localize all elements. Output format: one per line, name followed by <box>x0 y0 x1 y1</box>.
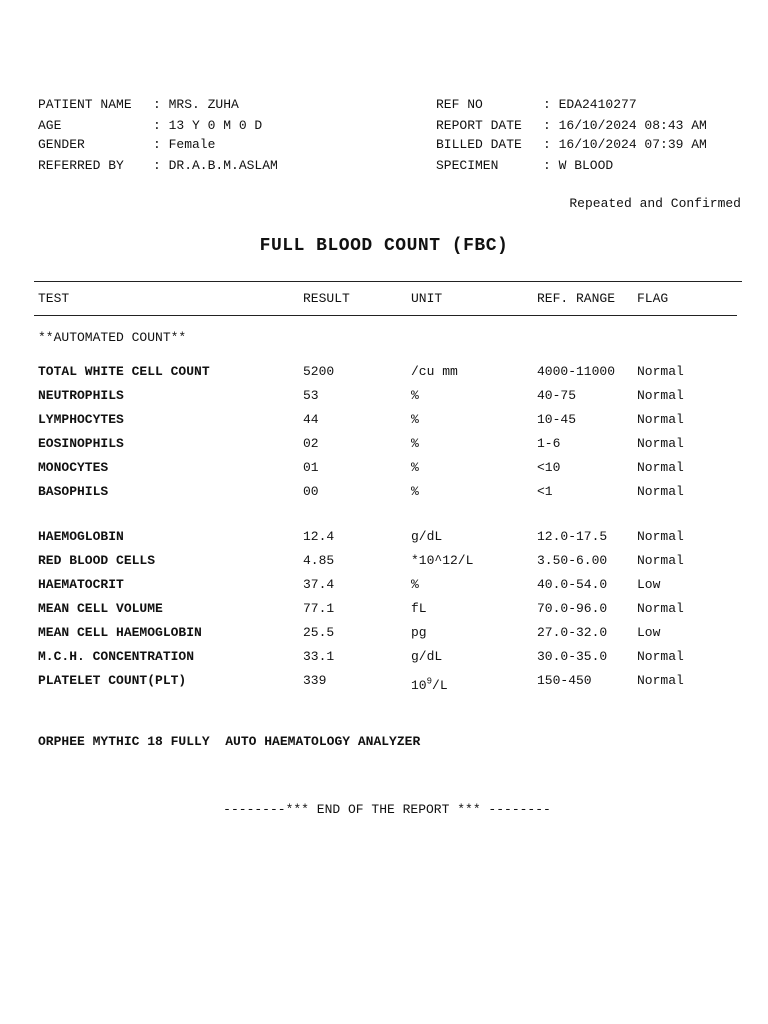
test-range: 40.0-54.0 <box>537 577 608 592</box>
table-row <box>0 575 768 595</box>
table-row <box>0 671 768 691</box>
section-label: **AUTOMATED COUNT** <box>38 330 187 345</box>
test-unit: % <box>411 460 419 475</box>
test-flag: Normal <box>637 529 684 544</box>
test-flag: Normal <box>637 460 684 475</box>
test-unit: % <box>411 484 419 499</box>
test-name: MEAN CELL VOLUME <box>38 601 163 616</box>
test-range: 1-6 <box>537 436 561 451</box>
test-unit <box>411 676 448 696</box>
test-range: 150-450 <box>537 673 592 688</box>
table-row <box>0 434 768 454</box>
billed-date-label: BILLED DATE <box>436 137 522 152</box>
test-name: M.C.H. CONCENTRATION <box>38 649 195 664</box>
test-flag: Normal <box>637 412 684 427</box>
test-name: BASOPHILS <box>38 484 109 499</box>
referred-by-label: REFERRED BY <box>38 158 124 173</box>
referred-by-value: : DR.A.B.M.ASLAM <box>153 158 278 173</box>
test-range: <10 <box>537 460 561 475</box>
test-name: PLATELET COUNT(PLT) <box>38 673 187 688</box>
test-range: 12.0-17.5 <box>537 529 608 544</box>
test-unit: pg <box>411 625 427 640</box>
test-unit: g/dL <box>411 529 443 544</box>
table-row <box>0 410 768 430</box>
repeated-note: Repeated and Confirmed <box>569 196 741 211</box>
test-unit: *10^12/L <box>411 553 474 568</box>
patient-name-value: : MRS. ZUHA <box>153 97 239 112</box>
unit-suffix: /L <box>432 678 448 693</box>
col-flag-header: FLAG <box>637 291 669 306</box>
test-range: 40-75 <box>537 388 577 403</box>
test-result: 00 <box>303 484 319 499</box>
gender-value: : Female <box>153 137 216 152</box>
top-rule <box>34 281 742 282</box>
test-result: 12.4 <box>303 529 335 544</box>
report-date-value: : 16/10/2024 08:43 AM <box>543 118 707 133</box>
test-result: 4.85 <box>303 553 335 568</box>
age-label: AGE <box>38 118 62 133</box>
test-name: MEAN CELL HAEMOGLOBIN <box>38 625 202 640</box>
ref-no-label: REF NO <box>436 97 483 112</box>
end-of-report: --------*** END OF THE REPORT *** -------- <box>223 802 551 817</box>
test-flag: Normal <box>637 364 684 379</box>
test-name: EOSINOPHILS <box>38 436 124 451</box>
billed-date-value: : 16/10/2024 07:39 AM <box>543 137 707 152</box>
test-name: NEUTROPHILS <box>38 388 124 403</box>
ref-no-value: : EDA2410277 <box>543 97 637 112</box>
test-name: TOTAL WHITE CELL COUNT <box>38 364 210 379</box>
test-name: RED BLOOD CELLS <box>38 553 156 568</box>
report-date-label: REPORT DATE <box>436 118 522 133</box>
test-flag: Normal <box>637 436 684 451</box>
age-value: : 13 Y 0 M 0 D <box>153 118 263 133</box>
test-result: 339 <box>303 673 327 688</box>
col-unit-header: UNIT <box>411 291 443 306</box>
test-range: 3.50-6.00 <box>537 553 608 568</box>
table-row <box>0 599 768 619</box>
unit-base: 10 <box>411 678 427 693</box>
specimen-value: : W BLOOD <box>543 158 614 173</box>
test-unit: % <box>411 577 419 592</box>
test-unit: /cu mm <box>411 364 458 379</box>
table-row <box>0 386 768 406</box>
test-flag: Low <box>637 625 661 640</box>
test-result: 5200 <box>303 364 335 379</box>
table-row <box>0 551 768 571</box>
table-row <box>0 647 768 667</box>
test-result: 37.4 <box>303 577 335 592</box>
test-flag: Normal <box>637 649 684 664</box>
test-result: 77.1 <box>303 601 335 616</box>
analyzer-note: ORPHEE MYTHIC 18 FULLY AUTO HAEMATOLOGY ANALYZER <box>38 734 421 749</box>
test-unit: fL <box>411 601 427 616</box>
test-flag: Normal <box>637 553 684 568</box>
report-title: FULL BLOOD COUNT (FBC) <box>259 236 509 256</box>
col-result-header: RESULT <box>303 291 350 306</box>
col-range-header: REF. RANGE <box>537 291 616 306</box>
test-name: HAEMATOCRIT <box>38 577 124 592</box>
test-result: 33.1 <box>303 649 335 664</box>
test-range: 10-45 <box>537 412 577 427</box>
test-result: 44 <box>303 412 319 427</box>
test-name: MONOCYTES <box>38 460 109 475</box>
test-unit: % <box>411 436 419 451</box>
test-flag: Normal <box>637 388 684 403</box>
gender-label: GENDER <box>38 137 85 152</box>
table-row <box>0 623 768 643</box>
unit-exponent: 9 <box>426 676 433 687</box>
test-range: <1 <box>537 484 553 499</box>
test-flag: Low <box>637 577 661 592</box>
test-unit: % <box>411 412 419 427</box>
table-row <box>0 458 768 478</box>
test-range: 70.0-96.0 <box>537 601 608 616</box>
test-flag: Normal <box>637 601 684 616</box>
test-range: 30.0-35.0 <box>537 649 608 664</box>
test-flag: Normal <box>637 673 684 688</box>
test-range: 27.0-32.0 <box>537 625 608 640</box>
test-unit: g/dL <box>411 649 443 664</box>
table-row <box>0 482 768 502</box>
test-unit: % <box>411 388 419 403</box>
test-name: LYMPHOCYTES <box>38 412 124 427</box>
col-test-header: TEST <box>38 291 70 306</box>
test-result: 25.5 <box>303 625 335 640</box>
test-name: HAEMOGLOBIN <box>38 529 124 544</box>
test-range: 4000-11000 <box>537 364 616 379</box>
table-row <box>0 527 768 547</box>
test-result: 01 <box>303 460 319 475</box>
header-rule <box>34 315 737 316</box>
table-row <box>0 362 768 382</box>
specimen-label: SPECIMEN <box>436 158 499 173</box>
test-result: 02 <box>303 436 319 451</box>
test-result: 53 <box>303 388 319 403</box>
test-flag: Normal <box>637 484 684 499</box>
patient-name-label: PATIENT NAME <box>38 97 132 112</box>
